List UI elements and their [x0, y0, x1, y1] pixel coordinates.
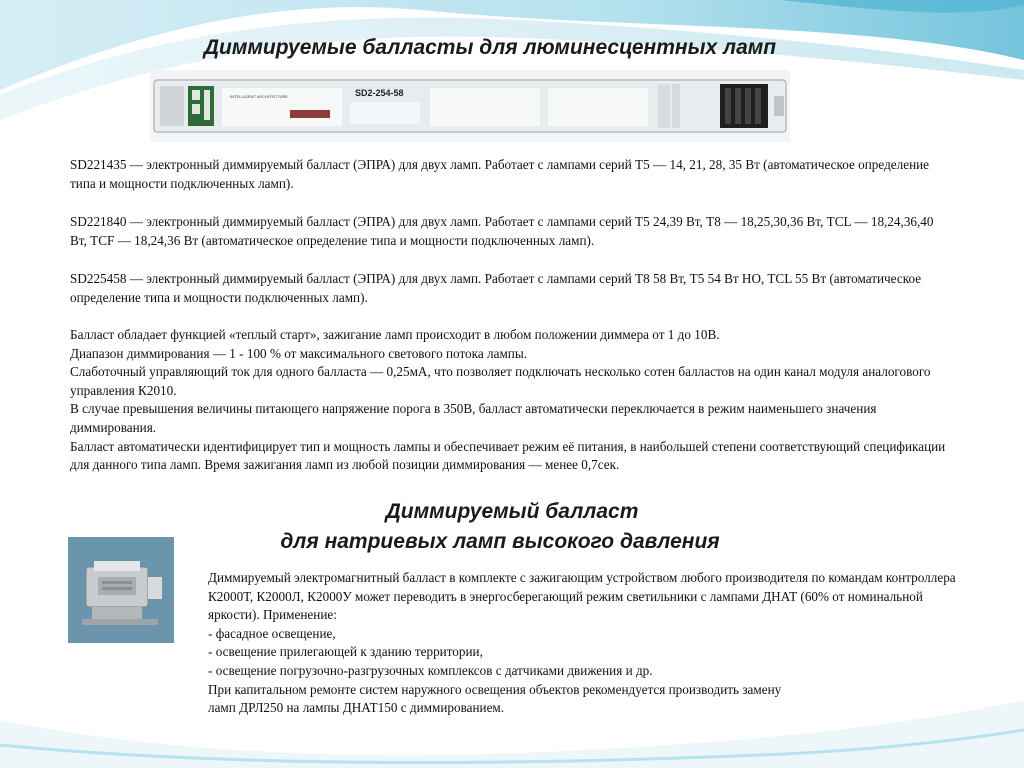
hps-text-line: - освещение прилегающей к зданию территории, [208, 644, 483, 660]
product-sd221435-description [70, 156, 950, 193]
ballast-features [70, 326, 950, 475]
feature-line: Балласт обладает функцией «теплый старт», зажигание ламп происходит в любом положении диммера от 1 до 10В. [70, 327, 720, 342]
feature-line: В случае превышения величины питающего напряжение порога в 350В, балласт автоматически переключается в режим наименьшего значения диммирования. [70, 401, 877, 435]
hps-text-line: ламп ДРЛ250 на лампы ДНАТ150 с диммированием. [208, 700, 505, 716]
feature-line: Слаботочный управляющий ток для одного балласта — 0,25мА, что позволяет подключать несколько сотен балластов на один канал модуля аналогового управления К2010. [70, 364, 931, 398]
ballast-model-label: SD2-254-58 [355, 88, 404, 98]
feature-line: Балласт автоматически идентифицирует тип и мощность лампы и обеспечивает режим её питания, в наибольшей степени соответствующий спецификации для данного типа ламп. Время зажигания ламп из любой позиции диммирования — менее 0,7сек. [70, 438, 946, 473]
ballast-brand-label: INTELLIGENT ARCHITECTURE [230, 94, 288, 99]
hps-text-line: Диммируемый электромагнитный балласт в комплекте с зажигающим устройством любого производителя по командам контроллера К2000Т, К2000Л, К2000У может переводить в энергосберегающий режим светильники с лампами ДНАТ (60% от номинальной яркости). Применение: [208, 570, 956, 623]
product-text: SD225458 — электронный диммируемый балласт (ЭПРА) для двух ламп. Работает с лампами серий Т8 58 Вт, Т5 54 Вт HO, TCL 55 Вт (автоматическое определение типа и мощности подключенных ламп). [70, 271, 922, 305]
hps-ballast-description [208, 569, 968, 718]
hps-text-line: - фасадное освещение, [208, 625, 336, 641]
product-text: SD221840 — электронный диммируемый балласт (ЭПРА) для двух ламп. Работает с лампами серий Т5 24,39 Вт, Т8 — 18,25,30,36 Вт, TCL — 18,24,36,40 Вт, TCF — 18,24,36 Вт (автоматическое определение типа и мощности подключенных ламп). [70, 214, 934, 248]
product-sd221840-description [70, 213, 950, 250]
product-sd225458-description [70, 270, 950, 307]
feature-line: Диапазон диммирования — 1 - 100 % от максимального светового потока лампы. [70, 345, 528, 361]
page-title: Диммируемые балласты для люминесцентных ламп [203, 36, 777, 59]
product-text: SD221435 — электронный диммируемый балласт (ЭПРА) для двух ламп. Работает с лампами серий Т5 — 14, 21, 28, 35 Вт (автоматическое определение типа и мощности подключенных ламп). [70, 157, 930, 191]
section2-title-line2: для натриевых ламп высокого давления [280, 530, 720, 553]
hps-text-line: - освещение погрузочно-разгрузочных комплексов с датчиками движения и др. [208, 662, 653, 678]
hps-text-line: При капитальном ремонте систем наружного освещения объектов рекомендуется производить замену [208, 681, 782, 697]
ballast-product-image [150, 70, 790, 142]
section2-title-line1: Диммируемый балласт [385, 500, 639, 523]
hps-ballast-image [68, 537, 174, 643]
